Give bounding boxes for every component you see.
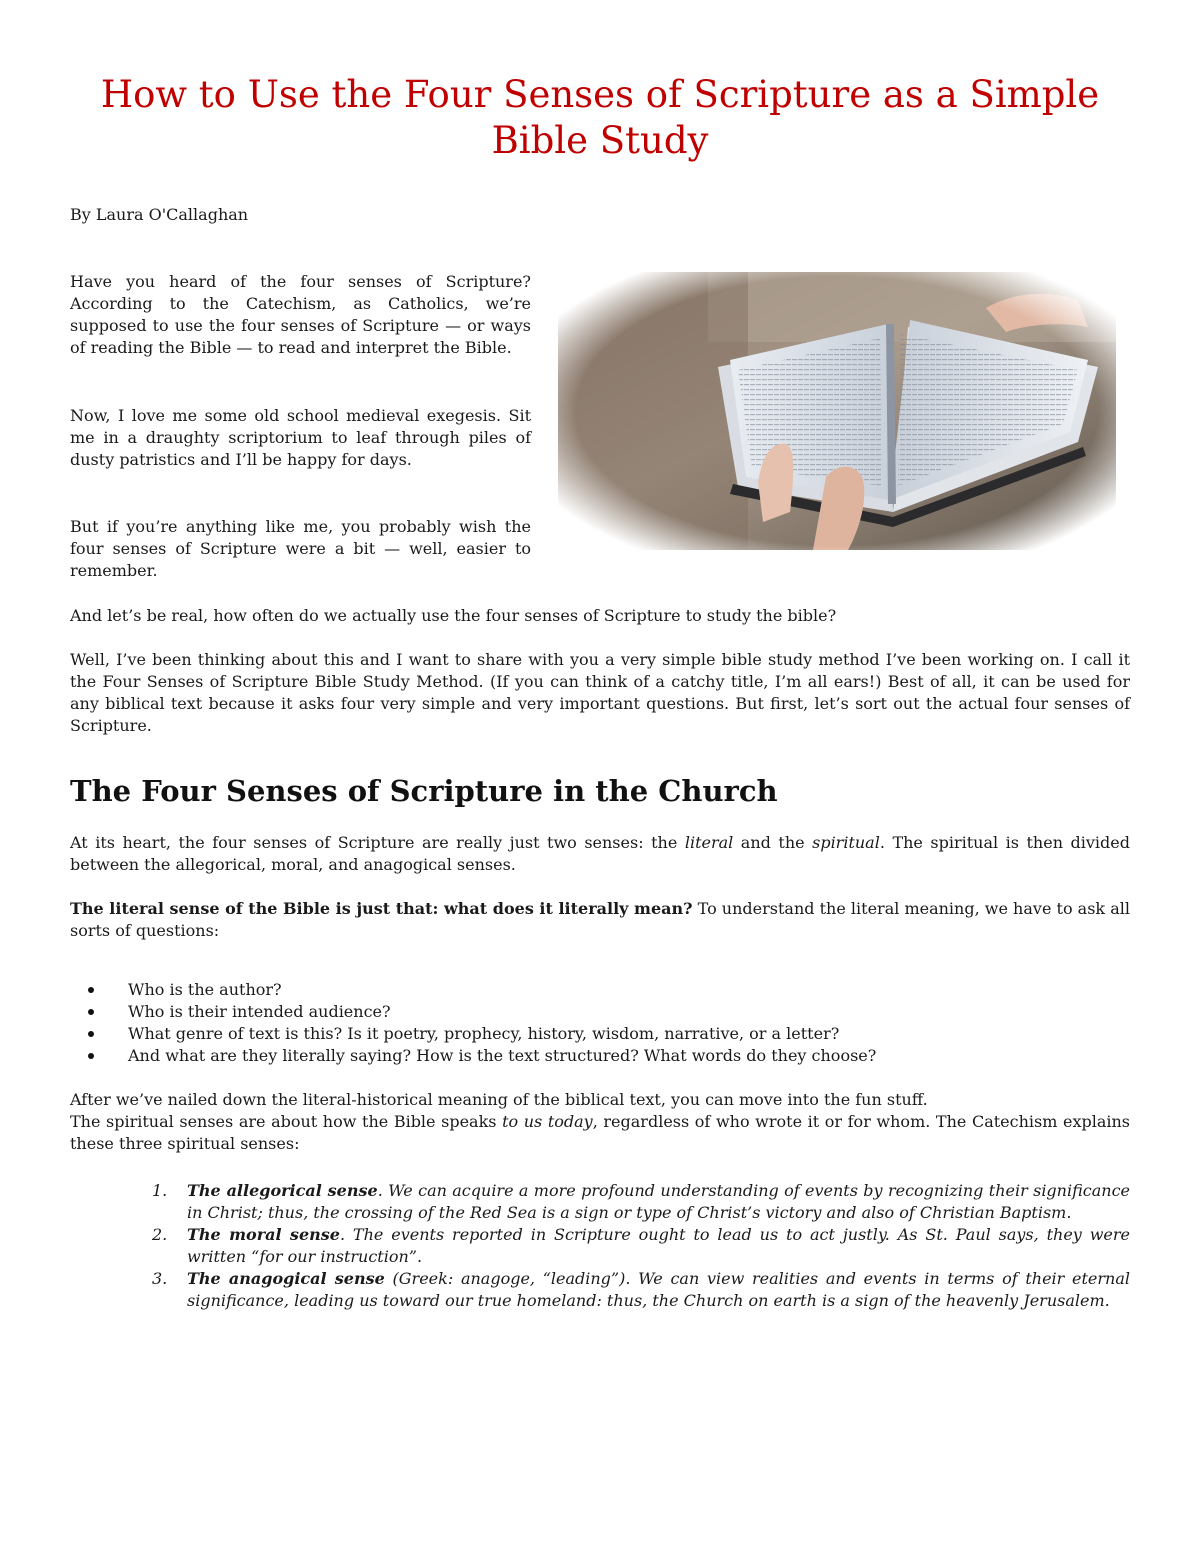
- list-item: [70, 979, 1130, 1001]
- text-run: and the: [733, 833, 813, 852]
- intro-paragraph-2: Now, I love me some old school medieval exegesis. Sit me in a draughty scriptorium to leaf through piles of dusty patristics and I’ll be happy for days.: [70, 406, 531, 469]
- list-item: [130, 1224, 1130, 1268]
- bullet-icon: [88, 1009, 94, 1015]
- intro-paragraph-3: But if you’re anything like me, you probably wish the four senses of Scripture were a bit — well, easier to remember.: [70, 517, 531, 580]
- spiritual-senses-list: [130, 1180, 1130, 1312]
- text-run: . The spiritual is then divided between the allegorical, moral, and anagogical senses.: [70, 833, 1130, 874]
- list-item-text: Who is the author?: [128, 980, 282, 999]
- list-item-text: What genre of text is this? Is it poetry, prophecy, history, wisdom, narrative, or a letter?: [128, 1024, 840, 1043]
- intro-paragraph-5: Well, I’ve been thinking about this and I want to share with you a very simple bible study method I’ve been working on. I call it the Four Senses of Scripture Bible Study Method. (If you can think of a catchy title, I’m all ears!) Best of all, it can be used for any biblical text because it asks four very simple and very important questions. But first, let’s sort out the actual four senses of Scripture.: [70, 650, 1130, 735]
- text-run: To understand the literal meaning, we have to ask all sorts of questions:: [70, 899, 1131, 940]
- list-item: [70, 1001, 1130, 1023]
- bullet-icon: [88, 987, 94, 993]
- open-bible-illustration: [558, 272, 1116, 550]
- sense-name: The anagogical sense: [187, 1269, 385, 1288]
- list-item-text: And what are they literally saying? How is the text structured? What words do they choose?: [128, 1046, 877, 1065]
- literal-emphasis: literal: [684, 833, 734, 852]
- section-paragraph-2: [70, 898, 1130, 942]
- sense-description: . The events reported in Scripture ought to lead us to act justly. As St. Paul says, they were written “for our instruction”.: [187, 1225, 1130, 1266]
- text-run: , regardless of who wrote it or for whom. The Catechism explains these three spiritual senses:: [70, 1112, 1131, 1153]
- list-number: 3.: [152, 1269, 168, 1288]
- sense-name: The moral sense: [187, 1225, 340, 1244]
- text-run: The spiritual senses are about how the Bible speaks: [70, 1112, 503, 1131]
- bullet-icon: [88, 1031, 94, 1037]
- section-paragraph-4: [70, 1111, 1130, 1155]
- list-item: [130, 1180, 1130, 1224]
- section-heading: The Four Senses of Scripture in the Church: [70, 774, 778, 808]
- text-run: At its heart, the four senses of Scripture are really just two senses: the: [70, 833, 685, 852]
- author-byline: By Laura O'Callaghan: [70, 205, 249, 224]
- list-item: [70, 1045, 1130, 1067]
- bullet-icon: [88, 1053, 94, 1059]
- spiritual-emphasis: spiritual: [812, 833, 880, 852]
- list-number: 1.: [152, 1181, 168, 1200]
- sense-description: (Greek: anagoge, “leading”). We can view realities and events in terms of their eternal significance, leading us toward our true homeland: thus, the Church on earth is a sign of the heavenly Jerusalem.: [187, 1269, 1130, 1310]
- intro-paragraph-1: Have you heard of the four senses of Scripture? According to the Catechism, as Catholics, we’re supposed to use the four senses of Scripture — or ways of reading the Bible — to read and interpret the Bible.: [70, 272, 531, 357]
- list-item-text: Who is their intended audience?: [128, 1002, 391, 1021]
- list-number: 2.: [152, 1225, 168, 1244]
- sense-name: The allegorical sense: [187, 1181, 378, 1200]
- literal-sense-lead: The literal sense of the Bible is just that: what does it literally mean?: [70, 899, 693, 918]
- section-paragraph-3: After we’ve nailed down the literal-historical meaning of the biblical text, you can move into the fun stuff.: [70, 1090, 928, 1109]
- sense-description: . We can acquire a more profound understanding of events by recognizing their significance in Christ; thus, the crossing of the Red Sea is a sign or type of Christ’s victory and also of Christian Baptism.: [187, 1181, 1131, 1222]
- list-item: [70, 1023, 1130, 1045]
- open-bible-photo: [558, 272, 1116, 550]
- intro-paragraph-4: And let’s be real, how often do we actually use the four senses of Scripture to study the bible?: [70, 606, 837, 625]
- article-title: How to Use the Four Senses of Scripture as a Simple Bible Study: [100, 73, 1100, 162]
- to-us-today-emphasis: to us today: [502, 1112, 593, 1131]
- list-item: [130, 1268, 1130, 1312]
- literal-questions-list: [70, 979, 1130, 1067]
- section-paragraph-1: [70, 832, 1130, 876]
